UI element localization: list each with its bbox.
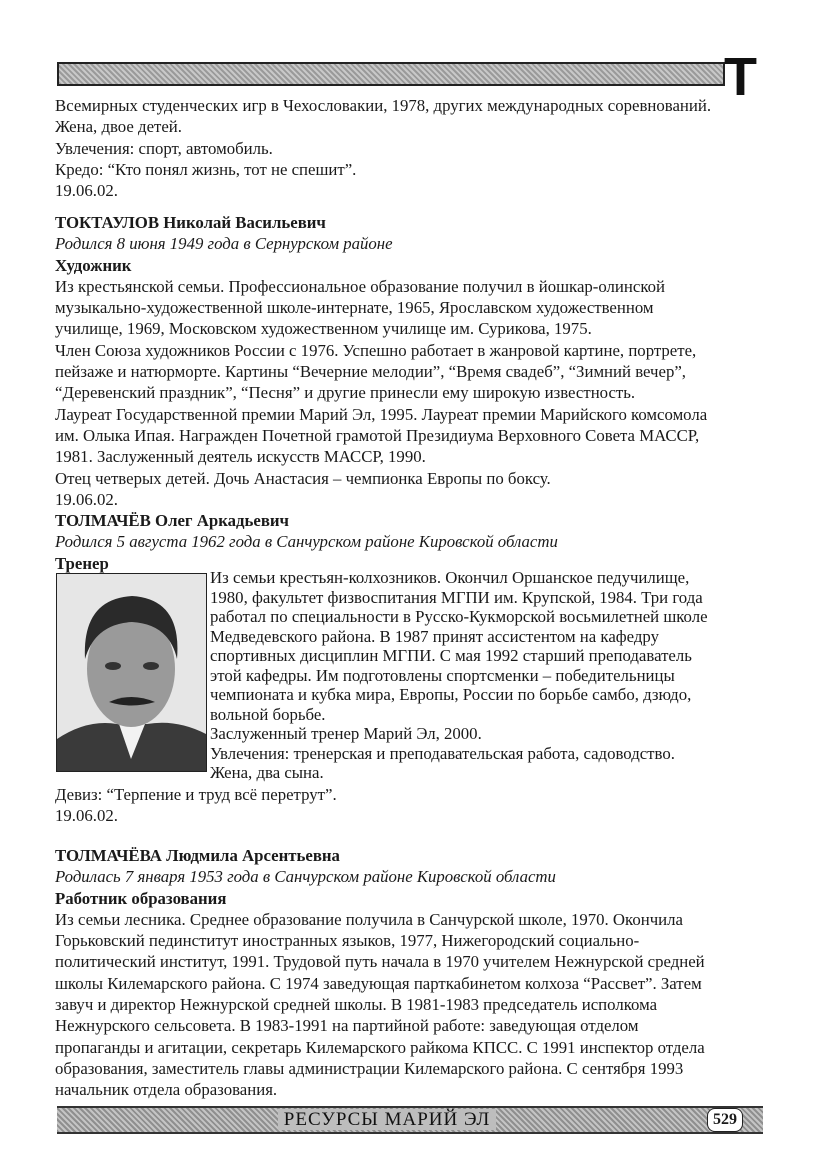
portrait-photo bbox=[56, 573, 207, 772]
entry-body bbox=[55, 909, 705, 1101]
text-line: Из семьи лесника. Среднее образование получила в Санчурской школе, 1970. Окончила bbox=[55, 909, 683, 929]
text-line: этой кафедры. Им подготовлены спортсменки – победительницы bbox=[210, 665, 675, 685]
entry-birth: Родился 5 августа 1962 года в Санчурском районе Кировской области bbox=[55, 532, 558, 552]
text-line: Отец четверых детей. Дочь Анастасия – чемпионка Европы по боксу. bbox=[55, 468, 551, 488]
text-line: Член Союза художников России с 1976. Успешно работает в жанровой картине, портрете, bbox=[55, 340, 697, 360]
text-line: Медведевского района. В 1987 принят ассистентом на кафедру bbox=[210, 626, 659, 646]
entry-surname: ТОЛМАЧЁВА bbox=[55, 846, 162, 865]
text-line: училище, 1969, Московском художественном училище им. Сурикова, 1975. bbox=[55, 319, 592, 339]
text-line: 1981. Заслуженный деятель искусств МАССР, 1990. bbox=[55, 447, 426, 467]
text-line: 19.06.02. bbox=[55, 181, 118, 201]
text-line: Жена, два сына. bbox=[210, 763, 324, 782]
footer-bar bbox=[57, 1106, 763, 1134]
entry-tolmachev-tail bbox=[55, 784, 337, 827]
entry-profession: Художник bbox=[55, 255, 132, 275]
text-line: “Деревенский праздник”, “Песня” и другие принесли ему широкую известность. bbox=[55, 383, 636, 403]
text-line: Увлечения: спорт, автомобиль. bbox=[55, 138, 273, 158]
entry-body bbox=[55, 276, 707, 510]
text-line: 1980, факультет физвоспитания МГПИ им. Крупской, 1984. Три года bbox=[210, 587, 703, 607]
text-line: завуч и директор Нежнурской средней школы. В 1981-1983 председатель исполкома bbox=[55, 995, 658, 1015]
entry-profession: Работник образования bbox=[55, 888, 227, 908]
text-line: начальник отдела образования. bbox=[55, 1080, 278, 1100]
text-line: Нежнурского сельсовета. В 1983-1991 на партийной работе: заведующая отделом bbox=[55, 1016, 639, 1036]
entry-tolmacheva bbox=[55, 845, 705, 1101]
text-line: Жена, двое детей. bbox=[55, 117, 182, 137]
entry-given-names: Людмила Арсентьевна bbox=[166, 846, 340, 865]
text-line: политический институт, 1991. Трудовой путь начала в 1970 учителем Нежнурской средней bbox=[55, 952, 705, 972]
text-line: Кредо: “Кто понял жизнь, тот не спешит”. bbox=[55, 159, 357, 179]
entry-given-names: Олег Аркадьевич bbox=[155, 511, 290, 530]
text-line: Всемирных студенческих игр в Чехословакии, 1978, других международных соревнований. bbox=[55, 96, 712, 115]
entry-birth: Родился 8 июня 1949 года в Сернурском районе bbox=[55, 234, 393, 254]
text-line: Увлечения: тренерская и преподавательская работа, садоводство. bbox=[210, 743, 675, 763]
text-line: Из семьи крестьян-колхозников. Окончил Оршанское педучилище, bbox=[210, 568, 690, 587]
entry-surname: ТОЛМАЧЁВ bbox=[55, 511, 151, 530]
footer-title: РЕСУРСЫ МАРИЙ ЭЛ bbox=[278, 1109, 496, 1130]
entry-tolmachev-body bbox=[210, 568, 708, 783]
continuation-text bbox=[55, 95, 711, 201]
entry-profession: Тренер bbox=[55, 553, 109, 573]
text-line: Лауреат Государственной премии Марий Эл, 1995. Лауреат премии Марийского комсомола bbox=[55, 404, 708, 424]
text-line: им. Олыка Ипая. Награжден Почетной грамотой Президиума Верховного Совета МАССР, bbox=[55, 425, 700, 445]
text-line: работал по специальности в Русско-Кукморской восьмилетней школе bbox=[210, 607, 708, 626]
entry-surname: ТОКТАУЛОВ bbox=[55, 213, 160, 232]
text-line: пейзаже и натюрморте. Картины “Вечерние мелодии”, “Время свадеб”, “Зимний вечер”, bbox=[55, 362, 686, 382]
text-line: 19.06.02. bbox=[55, 806, 118, 826]
entry-toktaulov bbox=[55, 212, 707, 510]
page-number: 529 bbox=[707, 1108, 743, 1132]
header-decorative-bar bbox=[57, 62, 725, 86]
text-line: Из крестьянской семьи. Профессиональное образование получил в йошкар-олинской bbox=[55, 276, 665, 296]
text-line: чемпионата и кубка мира, Европы, России по борьбе самбо, дзюдо, bbox=[210, 685, 692, 704]
text-line: музыкально-художественной школе-интернате, 1965, Ярославском художественном bbox=[55, 298, 654, 318]
text-line: Горьковский пединститут иностранных языков, 1977, Нижегородский социально- bbox=[55, 931, 640, 951]
text-line: пропаганды и агитации, секретарь Килемарского райкома КПСС. С 1991 инспектор отдела bbox=[55, 1037, 705, 1057]
section-letter: Т bbox=[724, 47, 757, 107]
entry-tolmachev bbox=[55, 510, 558, 574]
text-line: образования, заместитель главы администрации Килемарского района. С сентября 1993 bbox=[55, 1058, 684, 1078]
entry-given-names: Николай Васильевич bbox=[163, 213, 326, 232]
text-line: Заслуженный тренер Марий Эл, 2000. bbox=[210, 724, 482, 743]
text-line: спортивных дисциплин МГПИ. С мая 1992 старший преподаватель bbox=[210, 646, 692, 665]
text-line: школы Килемарского района. С 1974 заведующая парткабинетом колхоза “Рассвет”. Затем bbox=[55, 973, 702, 993]
text-line: Девиз: “Терпение и труд всё перетрут”. bbox=[55, 785, 337, 804]
entry-birth: Родилась 7 января 1953 года в Санчурском районе Кировской области bbox=[55, 867, 556, 887]
text-line: вольной борьбе. bbox=[210, 704, 326, 724]
text-line: 19.06.02. bbox=[55, 489, 118, 509]
